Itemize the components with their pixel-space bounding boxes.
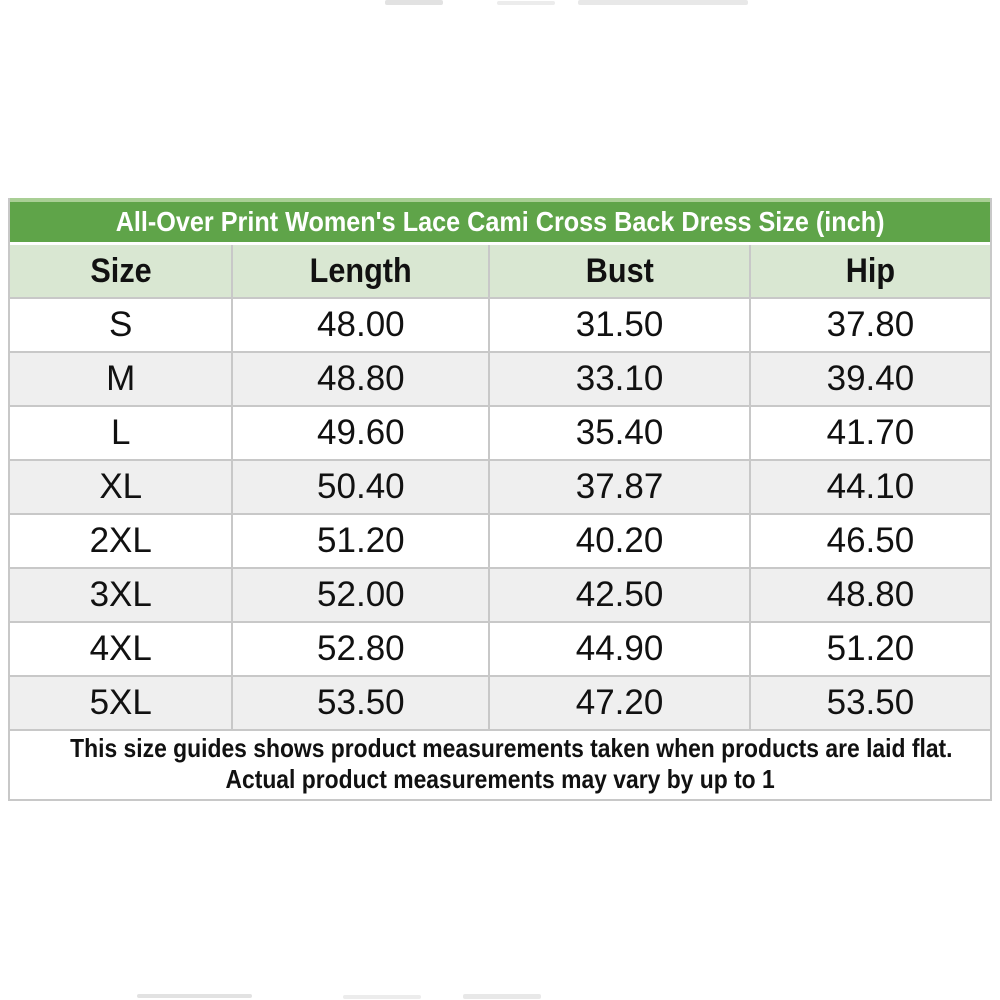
table-row-4xl <box>10 621 990 675</box>
size-cell: L <box>111 413 131 452</box>
value-cell: 48.00 <box>231 299 488 351</box>
table-row-m <box>10 351 990 405</box>
size-chart-table <box>8 198 992 801</box>
value-cell: 49.60 <box>231 407 488 459</box>
value-cell: 51.20 <box>231 515 488 567</box>
footnote-line-2: Actual product measurements may vary by up to 1 <box>225 764 775 794</box>
value-cell: 41.70 <box>749 407 990 459</box>
crop-artifact-bottom-3 <box>463 994 541 999</box>
table-title: All-Over Print Women's Lace Cami Cross Back Dress Size (inch) <box>115 206 885 237</box>
column-header-length: Length <box>231 245 488 297</box>
value-cell: 37.80 <box>749 299 990 351</box>
value-cell: 42.50 <box>488 569 749 621</box>
value-cell: 39.40 <box>749 353 990 405</box>
value-cell: 50.40 <box>231 461 488 513</box>
value-cell: 44.10 <box>749 461 990 513</box>
table-row-5xl <box>10 675 990 729</box>
value-cell: 37.87 <box>488 461 749 513</box>
value-cell: 33.10 <box>488 353 749 405</box>
size-cell: 2XL <box>89 521 152 560</box>
size-cell: S <box>109 305 133 344</box>
table-row-l <box>10 405 990 459</box>
table-footnote <box>10 729 990 799</box>
table-row-3xl <box>10 567 990 621</box>
crop-artifact-top-3 <box>578 0 748 5</box>
value-cell: 53.50 <box>749 677 990 729</box>
value-cell: 35.40 <box>488 407 749 459</box>
value-cell: 53.50 <box>231 677 488 729</box>
table-row-2xl <box>10 513 990 567</box>
table-title-bar <box>10 198 990 242</box>
table-body <box>10 297 990 729</box>
table-row-s <box>10 297 990 351</box>
value-cell: 52.00 <box>231 569 488 621</box>
size-cell: 3XL <box>89 575 152 614</box>
crop-artifact-top-2 <box>497 1 555 5</box>
value-cell: 52.80 <box>231 623 488 675</box>
column-header-bust: Bust <box>488 245 749 297</box>
size-cell: 5XL <box>89 683 152 722</box>
crop-artifact-bottom-2 <box>343 995 421 999</box>
footnote-line-1: This size guides shows product measurements taken when products are laid flat. <box>70 733 953 763</box>
value-cell: 48.80 <box>231 353 488 405</box>
size-cell: 4XL <box>89 629 152 668</box>
value-cell: 47.20 <box>488 677 749 729</box>
size-cell: M <box>106 359 136 398</box>
crop-artifact-bottom-1 <box>137 994 252 998</box>
size-cell: XL <box>99 467 143 506</box>
table-header-row <box>10 242 990 297</box>
column-header-hip: Hip <box>749 245 990 297</box>
value-cell: 40.20 <box>488 515 749 567</box>
column-header-size: Size <box>90 251 152 290</box>
value-cell: 51.20 <box>749 623 990 675</box>
table-row-xl <box>10 459 990 513</box>
value-cell: 46.50 <box>749 515 990 567</box>
crop-artifact-top-1 <box>385 0 443 5</box>
value-cell: 31.50 <box>488 299 749 351</box>
value-cell: 48.80 <box>749 569 990 621</box>
value-cell: 44.90 <box>488 623 749 675</box>
